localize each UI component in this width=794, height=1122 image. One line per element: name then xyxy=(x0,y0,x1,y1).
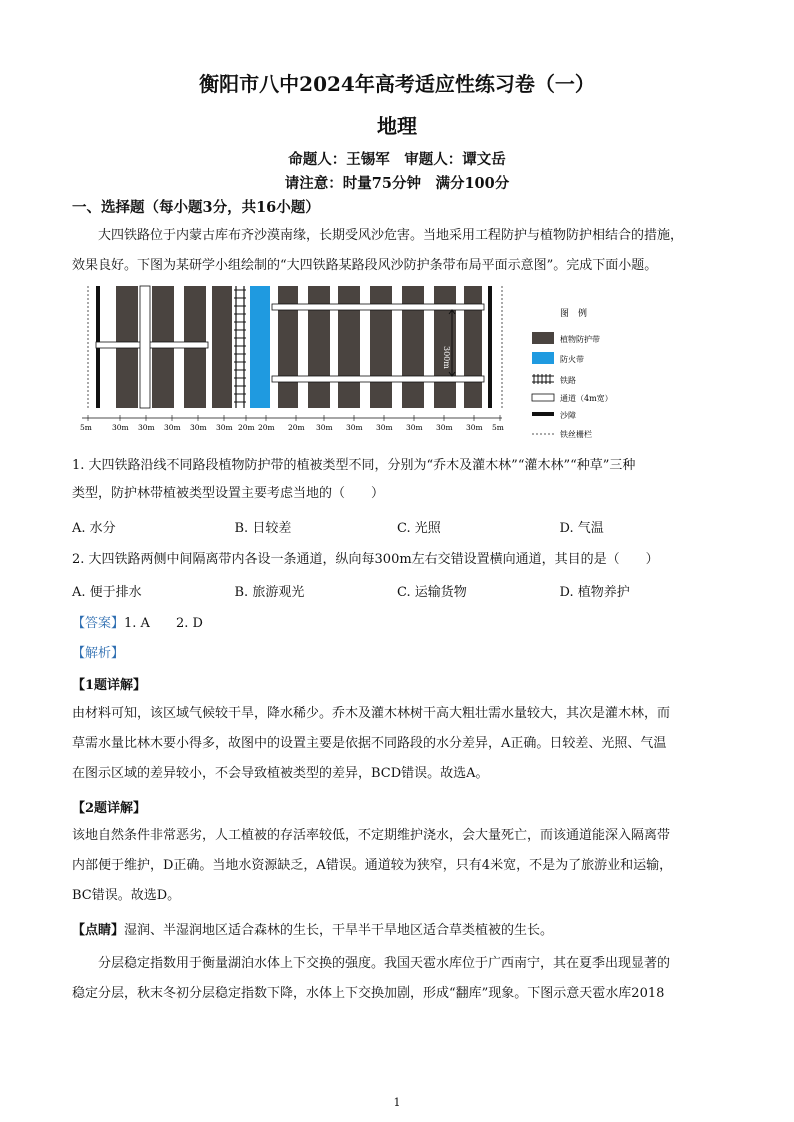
scale-label: 30m xyxy=(112,423,129,432)
intro2-line-2: 稳定分层，秋末冬初分层稳定指数下降，水体上下交换加剧，形成“翻库”现象。下图示意天雹水库2018 xyxy=(72,986,665,1001)
scale-label: 30m xyxy=(190,423,207,432)
q1-line-2: 类型，防护林带植被类型设置主要考虑当地的（ ） xyxy=(72,486,385,501)
analysis-tag: 【解析】 xyxy=(72,646,125,661)
scale-label: 5m xyxy=(492,423,504,432)
fire-strip xyxy=(250,286,270,408)
intro-line-1: 大四铁路位于内蒙古库布齐沙漠南缘，长期受风沙危害。当地采用工程防护与植物防护相结合的措施， xyxy=(98,228,684,243)
q1-line-1: 1. 大四铁路沿线不同路段植物防护带的植被类型不同，分别为“乔木及灌木林”“灌木林”“种草”三种 xyxy=(72,458,636,473)
authors-line: 命题人：王锡军 审题人：谭文岳 xyxy=(288,151,506,168)
scale-label: 30m xyxy=(406,423,423,432)
scale-label: 30m xyxy=(466,423,483,432)
tip-text: 湿润、半湿润地区适合森林的生长，干旱半干旱地区适合草类植被的生长。 xyxy=(124,923,554,938)
answer-line xyxy=(72,612,203,631)
channel-road xyxy=(272,304,484,310)
legend-label: 铁丝栅栏 xyxy=(560,430,592,439)
answer-text: 1. A 2. D xyxy=(124,616,203,631)
railway-track xyxy=(234,286,246,408)
tip-line xyxy=(72,919,553,938)
channel-road xyxy=(96,342,208,348)
detail1-line-3: 在图示区域的差异较小，不会导致植被类型的差异，BCD错误。故选A。 xyxy=(72,766,489,781)
legend-channel-swatch xyxy=(532,394,554,401)
legend-fire-swatch xyxy=(532,352,554,364)
scale-label: 30m xyxy=(316,423,333,432)
q2-option-b: B. 旅游观光 xyxy=(234,585,305,600)
q1-option-d: D. 气温 xyxy=(559,521,604,536)
legend-label: 植物防护带 xyxy=(560,335,600,344)
scale-label: 20m xyxy=(258,423,275,432)
legend-label: 防火带 xyxy=(560,355,584,364)
subject-title: 地理 xyxy=(377,114,417,138)
scale-label: 30m xyxy=(216,423,233,432)
scale-label: 30m xyxy=(436,423,453,432)
q2-option-d: D. 植物养护 xyxy=(559,585,630,600)
detail1-line-1: 由材料可知，该区域气候较干旱，降水稀少。乔木及灌木林树干高大粗壮需水量较大，其次是灌木林，而 xyxy=(72,706,671,721)
analysis-line xyxy=(72,642,124,661)
scale-label: 5m xyxy=(80,423,92,432)
channel-road xyxy=(272,376,484,382)
q1-option-a: A. 水分 xyxy=(72,521,116,536)
scale-label: 30m xyxy=(346,423,363,432)
sand-barrier xyxy=(488,286,492,408)
q1-options xyxy=(72,517,722,536)
legend-barrier-swatch xyxy=(532,412,554,416)
section-heading: 一、选择题（每小题3分，共16小题） xyxy=(72,199,320,216)
page-number: 1 xyxy=(393,1096,401,1109)
scale-label: 20m xyxy=(288,423,305,432)
intro2-line-1: 分层稳定指数用于衡量湖泊水体上下交换的强度。我国天雹水库位于广西南宁，其在夏季出现显著的 xyxy=(98,956,671,971)
distance-label: 300m xyxy=(442,346,451,369)
q2-option-c: C. 运输货物 xyxy=(397,585,467,600)
q1-option-c: C. 光照 xyxy=(397,521,441,536)
legend-label: 沙障 xyxy=(560,411,576,420)
scale-label: 20m xyxy=(238,423,255,432)
plant-strip xyxy=(212,286,232,408)
q1-option-b: B. 日较差 xyxy=(234,521,292,536)
detail2-tag: 【2题详解】 xyxy=(72,801,147,816)
q2-option-a: A. 便于排水 xyxy=(72,585,142,600)
detail1-line-2: 草需水量比林木要小得多，故图中的设置主要是依据不同路段的水分差异，A正确。日较差、光照、气温 xyxy=(72,736,667,751)
scale-label: 30m xyxy=(164,423,181,432)
q2-options xyxy=(72,581,722,600)
detail2-line-1: 该地自然条件非常恶劣，人工植被的存活率较低，不定期维护浇水，会大量死亡，而该通道能深入隔离带 xyxy=(72,828,671,843)
scale-label: 30m xyxy=(138,423,155,432)
scale-label: 30m xyxy=(376,423,393,432)
channel-road xyxy=(140,286,150,408)
legend-title: 图 例 xyxy=(560,309,588,319)
detail1-tag: 【1题详解】 xyxy=(72,678,147,693)
notice-line: 请注意：时量75分钟 满分100分 xyxy=(284,175,510,192)
q2-line-1: 2. 大四铁路两侧中间隔离带内各设一条通道，纵向每300m左右交错设置横向通道，其目的是（ ） xyxy=(72,552,659,567)
answer-tag: 【答案】 xyxy=(72,616,125,631)
tip-tag: 【点睛】 xyxy=(72,923,125,938)
detail2-line-2: 内部便于维护，D正确。当地水资源缺乏，A错误。通道较为狭窄，只有4米宽，不是为了旅游业和运输， xyxy=(72,858,673,873)
legend-rail-swatch xyxy=(532,374,554,384)
detail2-line-3: BC错误。故选D。 xyxy=(72,888,181,903)
exam-title: 衡阳市八中2024年高考适应性练习卷（一） xyxy=(199,72,595,96)
railway-protection-diagram xyxy=(72,280,732,445)
legend-plant-swatch xyxy=(532,332,554,344)
legend xyxy=(532,307,613,439)
scale-labels xyxy=(80,415,504,432)
intro-line-2: 效果良好。下图为某研学小组绘制的“大四铁路某路段风沙防护条带布局平面示意图”。完成下面小题。 xyxy=(72,258,658,273)
legend-label: 通道（4m宽） xyxy=(560,394,613,403)
legend-label: 铁路 xyxy=(560,376,576,385)
